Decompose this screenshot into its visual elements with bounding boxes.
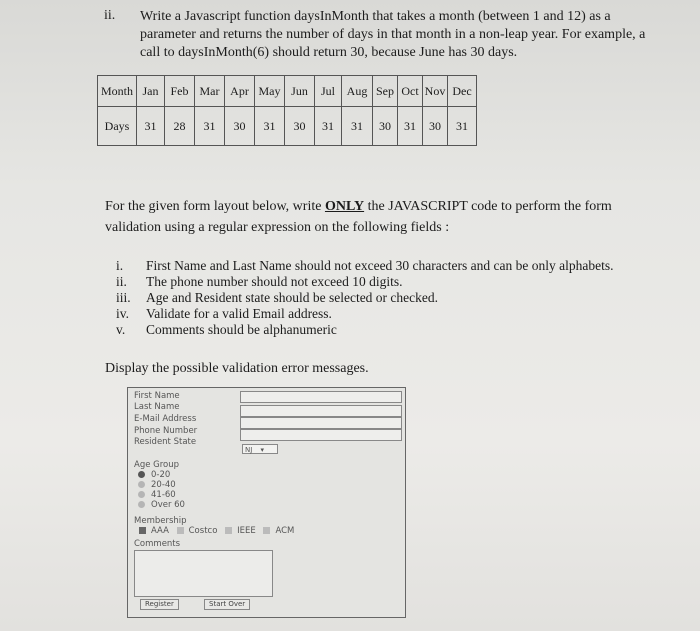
table-cell: Jan [137,76,165,107]
days-data-row [98,107,477,146]
radio-icon [138,501,145,508]
checkbox-icon [263,527,270,534]
question-text: Write a Javascript function daysInMonth that takes a month (between 1 and 12) as a parameter and returns the number of days in that month in a non-leap year. For example, a call to daysInMonth(6) should return 30, because June has 30 days. [140,9,646,60]
item-text: Comments should be alphanumeric [146,322,337,337]
item-text: First Name and Last Name should not exceed 30 characters and can be only alphabets. [146,258,614,273]
form-question-intro [105,196,645,238]
table-cell: 31 [137,107,165,146]
age-option[interactable] [138,500,185,510]
membership-option-label: AAA [151,526,169,536]
item-number: iv. [116,306,129,321]
list-item [116,274,646,290]
table-cell: Mar [195,76,225,107]
intro-text-after: the JAVASCRIPT code to perform the form validation using a regular expression on the following fields : [105,199,612,235]
item-text: Age and Resident state should be selected or checked. [146,290,439,305]
checkbox-icon [139,527,146,534]
table-cell: Apr [225,76,255,107]
state-value: NJ [245,446,253,454]
table-cell: 30 [423,107,448,146]
item-number: ii. [116,274,127,289]
age-option-label: 0-20 [151,470,171,480]
table-cell: Feb [165,76,195,107]
membership-option[interactable] [134,526,169,536]
table-cell: Sep [373,76,398,107]
table-cell: 30 [373,107,398,146]
start-over-button[interactable]: Start Over [204,599,250,610]
table-cell: 31 [195,107,225,146]
comments-label: Comments [134,539,181,549]
table-cell: 31 [255,107,285,146]
state-select[interactable] [242,444,278,454]
radio-icon [138,491,145,498]
table-cell: 31 [342,107,373,146]
table-cell: Aug [342,76,373,107]
question-number: ii. [104,8,116,23]
table-cell: Jul [315,76,342,107]
item-number: i. [116,258,124,273]
membership-option[interactable] [172,526,218,536]
list-item [116,322,646,338]
age-option[interactable] [138,490,176,500]
membership-option[interactable] [220,526,256,536]
age-option[interactable] [138,480,176,490]
table-cell: May [255,76,285,107]
table-cell: 30 [285,107,315,146]
email-label: E-Mail Address [134,414,197,424]
first-name-field[interactable] [240,391,402,403]
last-name-label: Last Name [134,402,180,412]
comments-textarea[interactable] [134,550,273,597]
item-number: iii. [116,290,131,305]
display-instruction: Display the possible validation error messages. [105,361,369,376]
checkbox-icon [225,527,232,534]
intro-text-before: For the given form layout below, write [105,199,325,214]
phone-field[interactable] [240,429,402,441]
table-cell: 31 [398,107,423,146]
table-cell: 28 [165,107,195,146]
table-cell: 31 [315,107,342,146]
requirements-list [116,258,646,338]
membership-option-label: Costco [188,526,218,536]
item-number: v. [116,322,126,337]
first-name-label: First Name [134,391,180,401]
days-in-month-table [97,75,477,146]
table-cell: Month [98,76,137,107]
table-cell: 30 [225,107,255,146]
checkbox-icon [177,527,184,534]
membership-option[interactable] [258,526,294,536]
intro-emphasis: ONLY [324,199,365,214]
age-group-label: Age Group [134,460,180,470]
table-cell: Nov [423,76,448,107]
list-item [116,306,646,322]
age-option-label: 41-60 [151,490,176,500]
last-name-field[interactable] [240,405,402,417]
membership-option-label: IEEE [237,526,256,536]
item-text: Validate for a valid Email address. [146,306,332,321]
item-text: The phone number should not exceed 10 digits. [146,274,403,289]
email-field[interactable] [240,417,402,429]
table-cell: Dec [448,76,477,107]
age-option[interactable] [138,470,170,480]
age-option-label: 20-40 [151,480,176,490]
list-item [116,258,646,274]
membership-option-label: ACM [275,526,295,536]
register-button[interactable]: Register [140,599,179,610]
form-layout-image [127,387,406,618]
membership-options [134,526,294,536]
table-cell: Oct [398,76,423,107]
radio-icon [138,471,145,478]
table-cell: Days [98,107,137,146]
chevron-down-icon: ▾ [260,446,265,454]
state-label: Resident State [134,437,197,447]
membership-label: Membership [134,516,187,526]
phone-label: Phone Number [134,426,198,436]
table-cell: 31 [448,107,477,146]
table-cell: Jun [285,76,315,107]
radio-icon [138,481,145,488]
age-option-label: Over 60 [151,500,185,510]
list-item [116,290,646,306]
month-header-row [98,76,477,107]
